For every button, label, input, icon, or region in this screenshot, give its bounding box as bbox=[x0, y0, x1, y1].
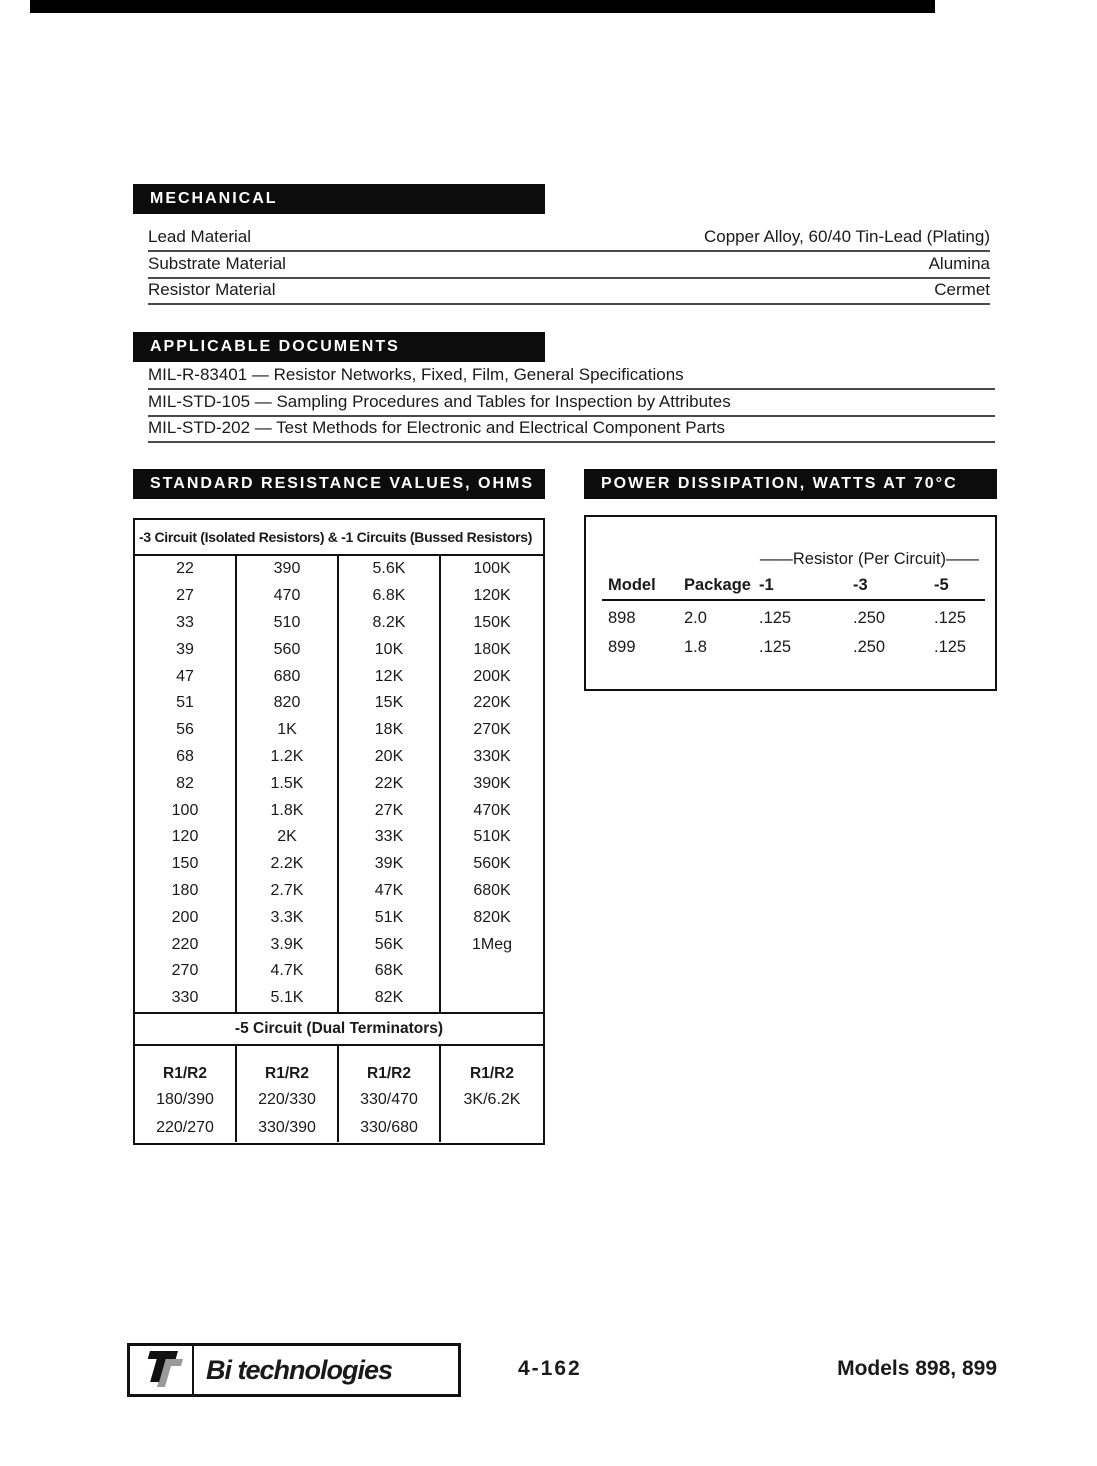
table-cell: 330 bbox=[135, 985, 237, 1012]
bi-technologies-logo bbox=[127, 1343, 461, 1397]
table-cell: 330/470 bbox=[339, 1086, 441, 1114]
dual-terminators-column-headers bbox=[135, 1046, 543, 1086]
power-table-header-row bbox=[602, 576, 985, 601]
table-cell: 150K bbox=[473, 613, 511, 631]
table-cell: 8.2K bbox=[339, 610, 441, 637]
spec-value: Alumina bbox=[928, 253, 990, 273]
tt-monogram-icon bbox=[137, 1349, 185, 1391]
dual-terminators-header: -5 Circuit (Dual Terminators) bbox=[135, 1012, 543, 1046]
table-cell: 2.2K bbox=[237, 851, 339, 878]
table-cell: 390 bbox=[237, 556, 339, 583]
table-cell: 100K bbox=[473, 560, 511, 578]
table-cell: 180 bbox=[135, 878, 237, 905]
table-cell: 1Meg bbox=[471, 935, 513, 953]
table-cell: 270K bbox=[473, 721, 511, 739]
table-cell: 1K bbox=[237, 717, 339, 744]
table-cell: 1.5K bbox=[237, 770, 339, 797]
table-cell: 150 bbox=[135, 851, 237, 878]
applicable-documents-list bbox=[148, 364, 995, 443]
table-cell: 510 bbox=[237, 610, 339, 637]
power-table-data-rows bbox=[586, 604, 995, 662]
table-cell: 390K bbox=[473, 774, 511, 792]
resistance-values-table bbox=[133, 518, 545, 1145]
table-cell: 56 bbox=[135, 717, 237, 744]
table-cell: 68K bbox=[339, 958, 441, 985]
table-cell: -1 bbox=[759, 576, 774, 594]
table-cell: Model bbox=[608, 576, 656, 594]
table-cell: 33K bbox=[339, 824, 441, 851]
spec-label: Lead Material bbox=[148, 227, 252, 247]
table-cell: 27K bbox=[339, 797, 441, 824]
table-cell: 27 bbox=[135, 583, 237, 610]
table-cell: 560 bbox=[237, 636, 339, 663]
table-cell: 5.1K bbox=[237, 985, 339, 1012]
table-cell: 15K bbox=[339, 690, 441, 717]
table-cell: .250 bbox=[853, 609, 886, 627]
table-cell: 1.8K bbox=[237, 797, 339, 824]
table-cell: 680K bbox=[473, 881, 511, 899]
spec-value: Copper Alloy, 60/40 Tin-Lead (Plating) bbox=[703, 227, 990, 247]
page-number: 4-162 bbox=[518, 1357, 582, 1380]
spec-value: Cermet bbox=[934, 280, 990, 300]
table-cell: 200K bbox=[473, 667, 511, 685]
table-cell: -3 bbox=[853, 576, 868, 594]
table-cell: 100 bbox=[135, 797, 237, 824]
table-cell: 56K bbox=[339, 931, 441, 958]
models-label: Models 898, 899 bbox=[837, 1357, 997, 1380]
table-cell: 2K bbox=[237, 824, 339, 851]
scan-artifact-bar bbox=[30, 0, 935, 13]
table-cell: 510K bbox=[473, 828, 511, 846]
table-cell: 47 bbox=[135, 663, 237, 690]
table-cell: 2.0 bbox=[684, 609, 707, 627]
document-item: MIL-STD-105 — Sampling Procedures and Tables for Inspection by Attributes bbox=[148, 390, 995, 416]
table-cell: 820 bbox=[237, 690, 339, 717]
table-cell: .125 bbox=[759, 609, 792, 627]
power-dissipation-section-header: POWER DISSIPATION, WATTS AT 70°C bbox=[584, 469, 997, 499]
table-cell: 899 bbox=[608, 638, 636, 656]
table-cell: 51 bbox=[135, 690, 237, 717]
spec-row-substrate-material bbox=[148, 252, 990, 278]
table-cell bbox=[441, 1114, 543, 1142]
mechanical-section-header: MECHANICAL bbox=[133, 184, 545, 214]
table-cell: 51K bbox=[339, 904, 441, 931]
table-cell: 33 bbox=[135, 610, 237, 637]
document-item: MIL-STD-202 — Test Methods for Electronic and Electrical Component Parts bbox=[148, 417, 995, 443]
table-cell: 560K bbox=[473, 855, 511, 873]
tt-monogram-icon bbox=[130, 1346, 194, 1394]
table-cell: R1/R2 bbox=[135, 1046, 237, 1086]
table-cell: 330/680 bbox=[339, 1114, 441, 1142]
table-cell: 470 bbox=[237, 583, 339, 610]
dual-terminators-grid bbox=[135, 1086, 543, 1143]
table-cell: 3.3K bbox=[237, 904, 339, 931]
logo-wordmark: Bi technologies bbox=[206, 1354, 393, 1385]
table-cell: 82 bbox=[135, 770, 237, 797]
table-cell: 39 bbox=[135, 636, 237, 663]
table-cell bbox=[441, 958, 543, 985]
spec-label: Resistor Material bbox=[148, 280, 276, 300]
table-cell: 680 bbox=[237, 663, 339, 690]
table-cell: R1/R2 bbox=[470, 1064, 514, 1082]
table-cell: 180K bbox=[473, 640, 511, 658]
table-cell: R1/R2 bbox=[237, 1046, 339, 1086]
table-cell: 4.7K bbox=[237, 958, 339, 985]
power-table-column-headers bbox=[602, 576, 985, 595]
table-cell: R1/R2 bbox=[339, 1046, 441, 1086]
table-cell: 47K bbox=[339, 878, 441, 905]
table-cell: 220/330 bbox=[237, 1086, 339, 1114]
spec-row-lead-material bbox=[148, 226, 990, 252]
table-cell: 270 bbox=[135, 958, 237, 985]
table-cell: 330K bbox=[473, 747, 511, 765]
power-dissipation-table bbox=[584, 515, 997, 691]
table-cell: 220 bbox=[135, 931, 237, 958]
table-cell: 20K bbox=[339, 744, 441, 771]
table-cell bbox=[441, 985, 543, 1012]
table-cell: 6.8K bbox=[339, 583, 441, 610]
document-item: MIL-R-83401 — Resistor Networks, Fixed, Film, General Specifications bbox=[148, 364, 995, 390]
table-cell: .125 bbox=[934, 609, 967, 627]
resistance-table-header: -3 Circuit (Isolated Resistors) & -1 Circuits (Bussed Resistors) bbox=[135, 520, 543, 556]
table-cell: 180/390 bbox=[135, 1086, 237, 1114]
applicable-documents-section-header: APPLICABLE DOCUMENTS bbox=[133, 332, 545, 362]
table-cell: 200 bbox=[135, 904, 237, 931]
table-cell: .125 bbox=[759, 638, 792, 656]
resistance-values-grid bbox=[135, 556, 543, 1012]
table-cell: -5 bbox=[934, 576, 949, 594]
table-cell: .250 bbox=[853, 638, 886, 656]
table-cell: 12K bbox=[339, 663, 441, 690]
table-cell: 220K bbox=[473, 694, 511, 712]
table-cell: 898 bbox=[608, 609, 636, 627]
table-cell: 39K bbox=[339, 851, 441, 878]
table-cell: 3K/6.2K bbox=[463, 1090, 521, 1108]
table-cell: Package bbox=[684, 576, 751, 594]
table-cell: 1.2K bbox=[237, 744, 339, 771]
table-cell: 120K bbox=[473, 587, 511, 605]
table-cell: 120 bbox=[135, 824, 237, 851]
table-cell: 5.6K bbox=[339, 556, 441, 583]
table-cell: 2.7K bbox=[237, 878, 339, 905]
table-cell: 220/270 bbox=[135, 1114, 237, 1142]
table-cell: .125 bbox=[934, 638, 967, 656]
table-cell: 18K bbox=[339, 717, 441, 744]
resistor-per-circuit-span-header: ——Resistor (Per Circuit)—— bbox=[759, 550, 979, 568]
table-cell: 470K bbox=[473, 801, 511, 819]
table-cell: 1.8 bbox=[684, 638, 707, 656]
table-cell: 3.9K bbox=[237, 931, 339, 958]
resistance-values-section-header: STANDARD RESISTANCE VALUES, OHMS bbox=[133, 469, 545, 499]
table-cell: 22 bbox=[135, 556, 237, 583]
table-cell: 68 bbox=[135, 744, 237, 771]
mechanical-spec-list bbox=[148, 226, 990, 305]
table-cell: 10K bbox=[339, 636, 441, 663]
table-cell: 82K bbox=[339, 985, 441, 1012]
spec-row-resistor-material bbox=[148, 279, 990, 305]
spec-label: Substrate Material bbox=[148, 253, 286, 273]
table-cell: 820K bbox=[473, 908, 511, 926]
table-cell: 22K bbox=[339, 770, 441, 797]
table-cell: 330/390 bbox=[237, 1114, 339, 1142]
